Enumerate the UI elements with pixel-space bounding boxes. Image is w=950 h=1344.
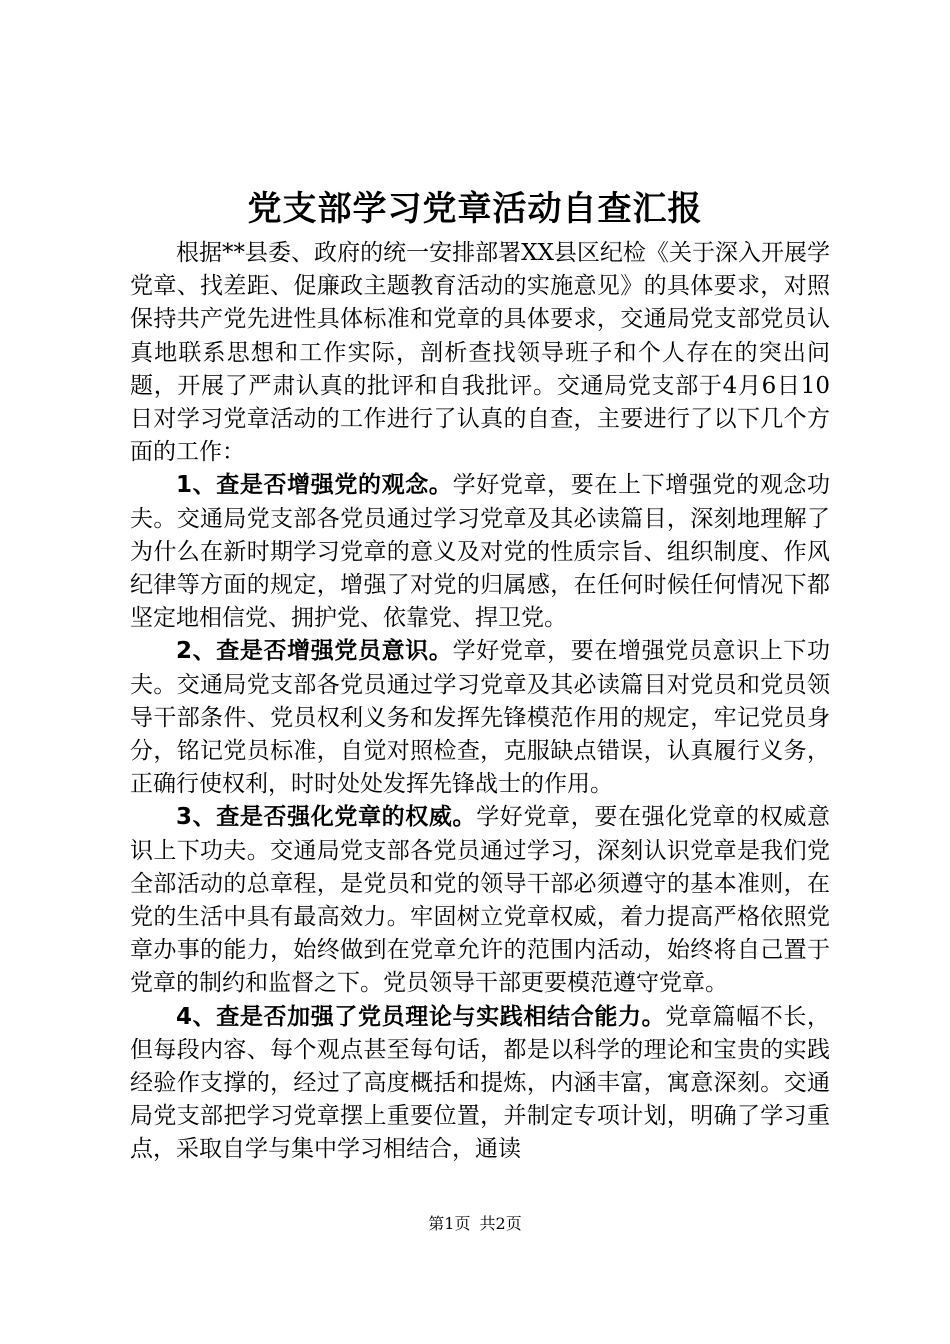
page-total: 共2页 <box>479 1214 522 1233</box>
section-heading-2: 2、查是否增强党员意识。 <box>176 638 453 665</box>
section-heading-3: 3、查是否强化党章的权威。 <box>176 804 477 831</box>
section-text-2: 学好党章，要在增强党员意识上下功夫。交通局党支部各党员通过学习党章及其必读篇目对党员和党员领导干部条件、党员权利义务和发挥先锋模范作用的规定，牢记党员身分，铭记党员标准，自觉对照检查，克服缺点错误，认真履行义务，正确行使权利，时时处处发挥先锋战士的作用。 <box>130 638 830 798</box>
section-paragraph-3 <box>130 801 830 1000</box>
section-paragraph-4 <box>130 1001 830 1167</box>
section-heading-4: 4、查是否加强了党员理论与实践相结合能力。 <box>176 1003 666 1030</box>
document-title: 党支部学习党章活动自查汇报 <box>247 189 703 229</box>
section-text-4: 党章篇幅不长，但每段内容、每个观点甚至每句话，都是以科学的理论和宝贵的实践经验作支撑的，经过了高度概括和提炼，内涵丰富，寓意深刻。交通局党支部把学习党章摆上重要位置，并制定专项计划，明确了学习重点，采取自学与集中学习相结合，通读 <box>130 1003 830 1163</box>
document-body <box>130 237 830 1167</box>
section-text-1: 学好党章，要在上下增强党的观念功夫。交通局党支部各党员通过学习党章及其必读篇目，深刻地理解了为什么在新时期学习党章的意义及对党的性质宗旨、组织制度、作风纪律等方面的规定，增强了对党的归属感，在任何时候任何情况下都坚定地相信党、拥护党、依靠党、捍卫党。 <box>130 472 830 632</box>
intro-paragraph: 根据**县委、政府的统一安排部署XX县区纪检《关于深入开展学党章、找差距、促廉政主题教育活动的实施意见》的具体要求，对照保持共产党先进性具体标准和党章的具体要求，交通局党支部党员认真地联系思想和工作实际，剖析查找领导班子和个人存在的突出问题，开展了严肃认真的批评和自我批评。交通局党支部于4月6日10日对学习党章活动的工作进行了认真的自查，主要进行了以下几个方面的工作： <box>130 240 830 466</box>
section-paragraph-1 <box>130 469 830 635</box>
page-number: 第1页 <box>428 1214 471 1233</box>
section-text-3: 学好党章，要在强化党章的权威意识上下功夫。交通局党支部各党员通过学习，深刻认识党章是我们党全部活动的总章程，是党员和党的领导干部必须遵守的基本准则，在党的生活中具有最高效力。牢固树立党章权威，着力提高严格依照党章办事的能力，始终做到在党章允许的范围内活动，始终将自己置于党章的制约和监督之下。党员领导干部更要模范遵守党章。 <box>130 804 830 997</box>
section-paragraph-2 <box>130 635 830 801</box>
page-footer <box>0 1212 950 1236</box>
section-heading-1: 1、查是否增强党的观念。 <box>176 472 453 499</box>
